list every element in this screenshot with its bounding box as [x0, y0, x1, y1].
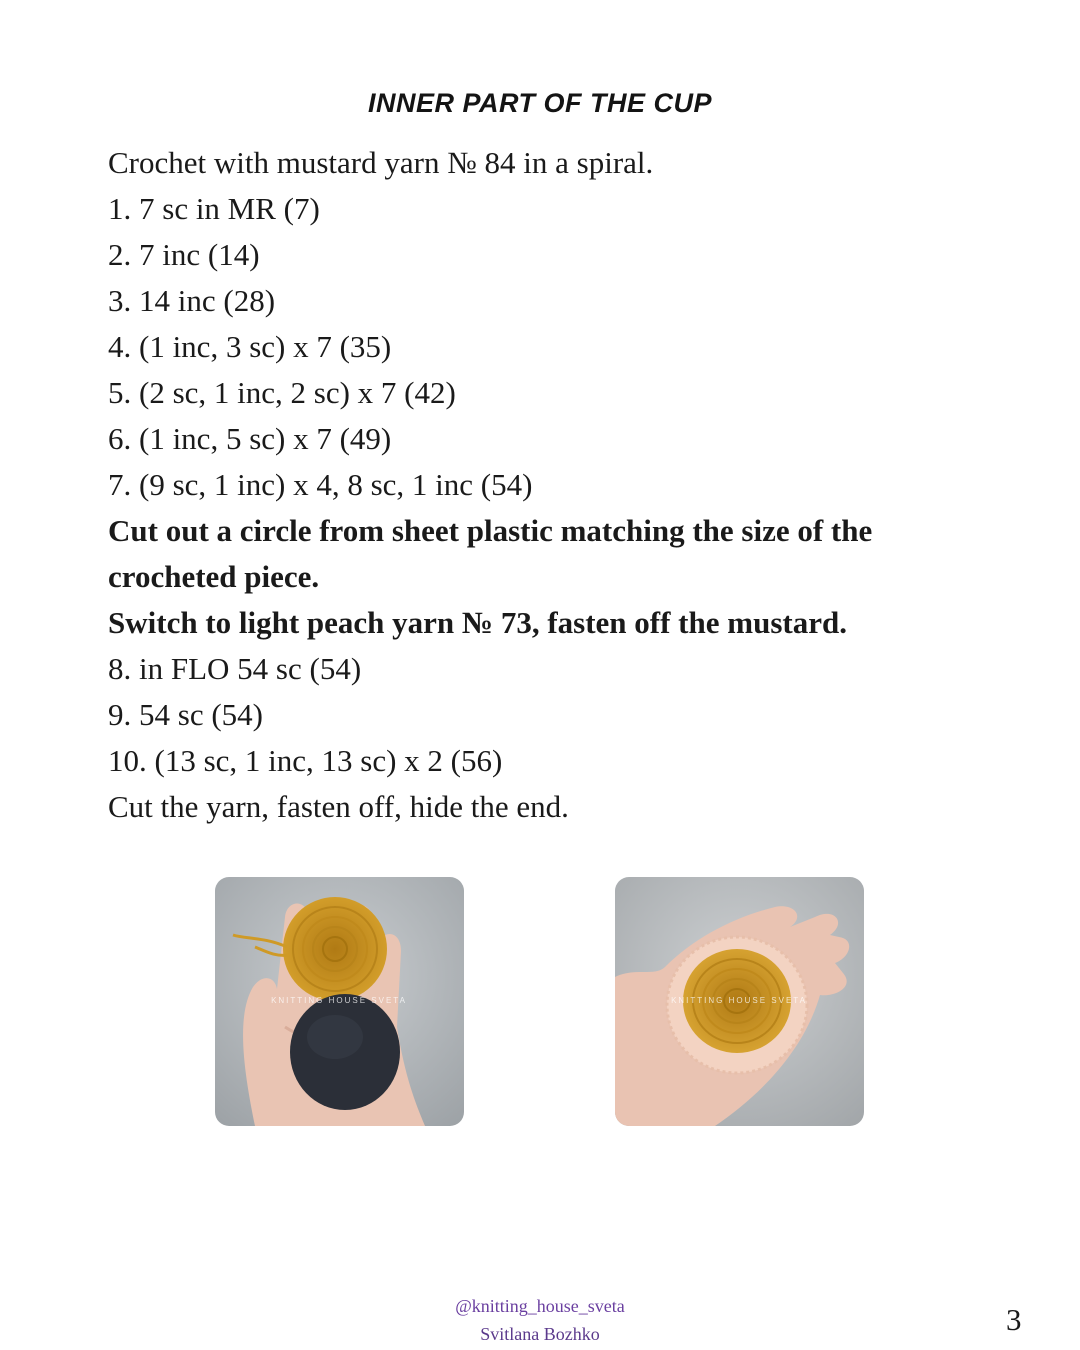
- round-2: 2. 7 inc (14): [108, 237, 260, 272]
- round-9: 9. 54 sc (54): [108, 697, 263, 732]
- instagram-handle: @knitting_house_sveta: [455, 1296, 625, 1316]
- round-8: 8. in FLO 54 sc (54): [108, 651, 362, 686]
- author-name: Svitlana Bozhko: [480, 1324, 600, 1344]
- round-4: 4. (1 inc, 3 sc) x 7 (35): [108, 329, 392, 364]
- round-6: 6. (1 inc, 5 sc) x 7 (49): [108, 421, 392, 456]
- round-10: 10. (13 sc, 1 inc, 13 sc) x 2 (56): [108, 743, 503, 778]
- page-number: 3: [1006, 1302, 1022, 1337]
- footer: [0, 1292, 1080, 1348]
- switch-yarn-note: Switch to light peach yarn № 73, fasten off the mustard.: [108, 605, 847, 640]
- intro-line: Crochet with mustard yarn № 84 in a spiral.: [108, 145, 654, 180]
- photo-crochet-peach-edge: [615, 877, 864, 1126]
- plastic-circle-note: Cut out a circle from sheet plastic matching the size of the crocheted piece.: [108, 513, 873, 594]
- pattern-instructions: [108, 140, 968, 830]
- photo-2-watermark: KNITTING HOUSE SVETA: [671, 996, 807, 1005]
- round-1: 1. 7 sc in MR (7): [108, 191, 320, 226]
- round-7: 7. (9 sc, 1 inc) x 4, 8 sc, 1 inc (54): [108, 467, 533, 502]
- photo-crochet-circle-and-plastic: [215, 877, 464, 1126]
- round-5: 5. (2 sc, 1 inc, 2 sc) x 7 (42): [108, 375, 456, 410]
- finish-line: Cut the yarn, fasten off, hide the end.: [108, 789, 569, 824]
- photo-1-watermark: KNITTING HOUSE SVETA: [271, 996, 407, 1005]
- page-title: INNER PART OF THE CUP: [367, 88, 713, 118]
- round-3: 3. 14 inc (28): [108, 283, 276, 318]
